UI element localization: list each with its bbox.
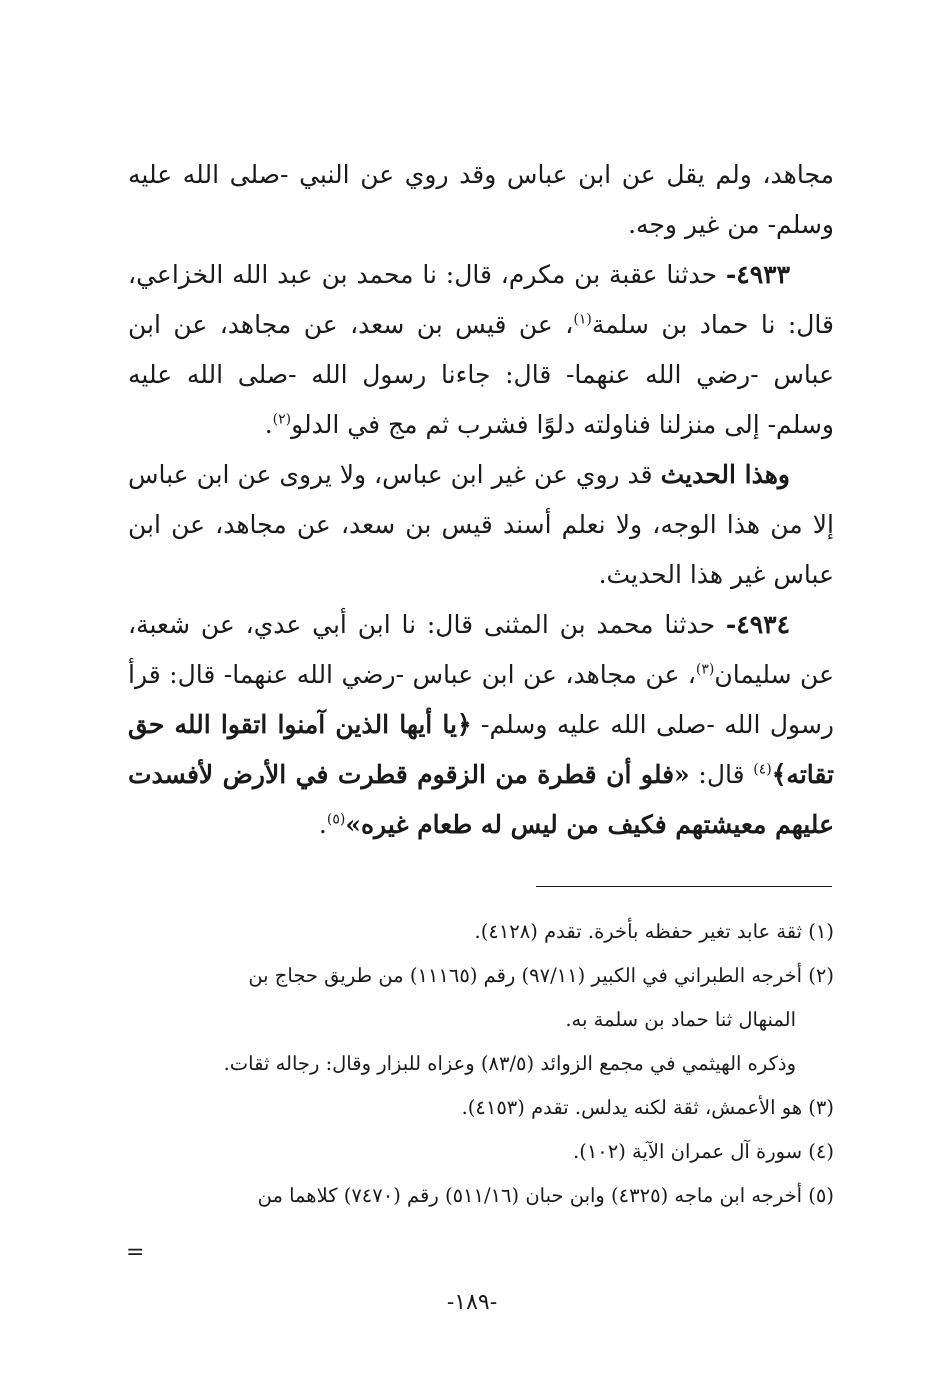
main-text: [128, 150, 834, 850]
quran-verse: ﴿يا أيها الذين آمنوا اتقوا الله حق تقاته﴾: [128, 710, 834, 789]
commentary-text: قد روي عن غير ابن عباس، ولا يروى عن ابن عباس إلا من هذا الوجه، ولا نعلم أسند قيس بن سعد، عن مجاهد، عن ابن عباس غير هذا الحديث.: [128, 460, 834, 589]
hadith-text: حدثنا محمد بن المثنى قال: نا ابن أبي عدي، عن شعبة، عن سليمان: [128, 610, 834, 689]
footnote-2: (٢) أخرجه الطبراني في الكبير (٩٧/١١) رقم (١١١٦٥) من طريق حجاج بن: [248, 964, 834, 987]
footnote-1: (١) ثقة عابد تغير حفظه بأخرة. تقدم (٤١٢٨).: [474, 920, 834, 943]
hadith-number: ٤٩٣٣-: [725, 260, 790, 289]
commentary-lead: وهذا الحديث: [660, 460, 790, 489]
footnote-2-extra: وذكره الهيثمي في مجمع الزوائد (٨٣/٥) وعزاه للبزار وقال: رجاله ثقات.: [223, 1052, 796, 1075]
hadith-text: قال:: [689, 760, 754, 789]
hadith-text: ، عن مجاهد، عن ابن عباس -رضي الله عنهما- قال: قرأ رسول الله -صلى الله عليه وسلم-: [128, 660, 834, 739]
hadith-number: ٤٩٣٤-: [725, 610, 790, 639]
footnote-3: (٣) هو الأعمش، ثقة لكنه يدلس. تقدم (٤١٥٣).: [461, 1096, 834, 1119]
footnote-5: (٥) أخرجه ابن ماجه (٤٣٢٥) وابن حبان (٥١١/١٦) رقم (٧٤٧٠) كلاهما من: [257, 1184, 834, 1207]
footnote-ref-5[interactable]: (٥): [326, 811, 346, 828]
footnotes: [128, 910, 834, 1218]
hadith-text: حدثنا عقبة بن مكرم، قال: نا محمد بن عبد الله الخزاعي، قال: نا حماد بن سلمة: [128, 260, 834, 339]
commentary-paragraph: [128, 450, 834, 600]
footnote-separator: [536, 886, 832, 887]
footnote-ref-2[interactable]: (٢): [272, 411, 292, 428]
page-number: -١٨٩-: [446, 1290, 498, 1315]
footnote-ref-4[interactable]: (٤): [753, 761, 772, 778]
prophetic-quote: «فلو أن قطرة من الزقوم قطرت في الأرض لأفسدت عليهم معيشتهم فكيف من ليس له طعام غيره»: [128, 760, 834, 839]
hadith-4934: [128, 600, 834, 850]
hadith-4933: [128, 250, 834, 450]
continuation-mark: =: [126, 1240, 145, 1265]
footnote-ref-3[interactable]: (٣): [695, 661, 715, 678]
hadith-text: ، عن قيس بن سعد، عن مجاهد، عن ابن عباس -رضي الله عنهما- قال: جاءنا رسول الله -صلى الله عليه وسلم- إلى منزلنا فناولته دلوًا فشرب ثم مج في الدلو: [128, 310, 834, 439]
hadith-text: .: [318, 810, 327, 839]
hadith-text: .: [264, 410, 273, 439]
footnote-2-continuation: المنهال ثنا حماد بن سلمة به.: [565, 1008, 796, 1031]
paragraph-continuation: مجاهد، ولم يقل عن ابن عباس وقد روي عن النبي -صلى الله عليه وسلم- من غير وجه.: [128, 160, 834, 239]
footnote-ref-1[interactable]: (١): [573, 311, 592, 328]
footnote-4: (٤) سورة آل عمران الآية (١٠٢).: [573, 1140, 834, 1163]
